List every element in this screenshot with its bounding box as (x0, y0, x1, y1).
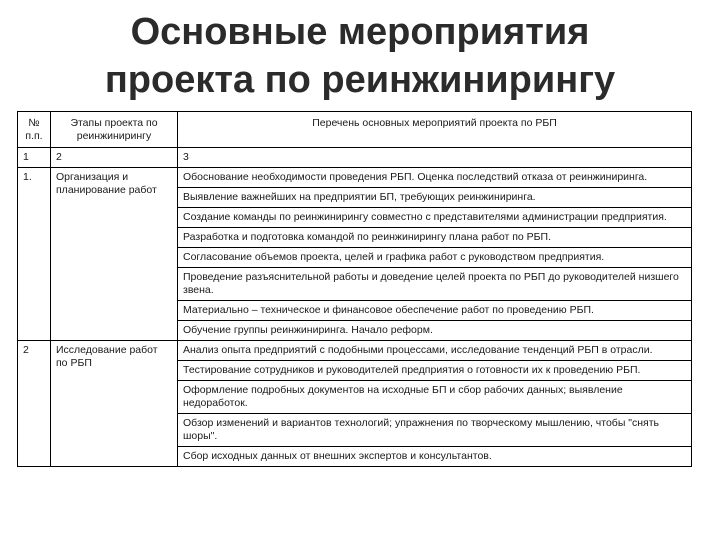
action-cell: Разработка и подготовка командой по реинжинирингу плана работ по РБП. (178, 228, 692, 248)
action-cell: Обучение группы реинжиниринга. Начало реформ. (178, 321, 692, 341)
index-cell: 2 (51, 148, 178, 168)
slide-title-line-1: Основные мероприятия (130, 11, 590, 53)
stage-cell: Исследование работ по РБП (51, 341, 178, 467)
action-cell: Тестирование сотрудников и руководителей предприятия о готовности их к проведению РБП. (178, 361, 692, 381)
slide-title (0, 8, 720, 104)
reengineering-plan-table (17, 111, 692, 467)
table-header-row (18, 112, 692, 148)
table-row (18, 341, 692, 361)
action-cell: Проведение разъяснительной работы и доведение целей проекта по РБП до руководителей низшего звена. (178, 268, 692, 301)
action-cell: Обоснование необходимости проведения РБП. Оценка последствий отказа от реинжиниринга. (178, 168, 692, 188)
action-cell: Обзор изменений и вариантов технологий; упражнения по творческому мышлению, чтобы "снять шоры". (178, 414, 692, 447)
action-cell: Сбор исходных данных от внешних экспертов и консультантов. (178, 447, 692, 467)
table-index-row (18, 148, 692, 168)
index-cell: 1 (18, 148, 51, 168)
row-num: 1. (18, 168, 51, 341)
table-row (18, 168, 692, 188)
header-actions: Перечень основных мероприятий проекта по РБП (178, 112, 692, 148)
index-cell: 3 (178, 148, 692, 168)
action-cell: Материально – техническое и финансовое обеспечение работ по проведению РБП. (178, 301, 692, 321)
action-cell: Выявление важнейших на предприятии БП, требующих реинжиниринга. (178, 188, 692, 208)
row-num: 2 (18, 341, 51, 467)
action-cell: Анализ опыта предприятий с подобными процессами, исследование тенденций РБП в отрасли. (178, 341, 692, 361)
action-cell: Оформление подробных документов на исходные БП и сбор рабочих данных; выявление недоработок. (178, 381, 692, 414)
header-stage: Этапы проекта по реинжинирингу (51, 112, 178, 148)
slide-title-line-2: проекта по реинжинирингу (104, 59, 616, 101)
action-cell: Согласование объемов проекта, целей и графика работ с руководством предприятия. (178, 248, 692, 268)
header-num: № п.п. (18, 112, 51, 148)
stage-cell: Организация и планирование работ (51, 168, 178, 341)
action-cell: Создание команды по реинжинирингу совместно с представителями администрации предприятия. (178, 208, 692, 228)
